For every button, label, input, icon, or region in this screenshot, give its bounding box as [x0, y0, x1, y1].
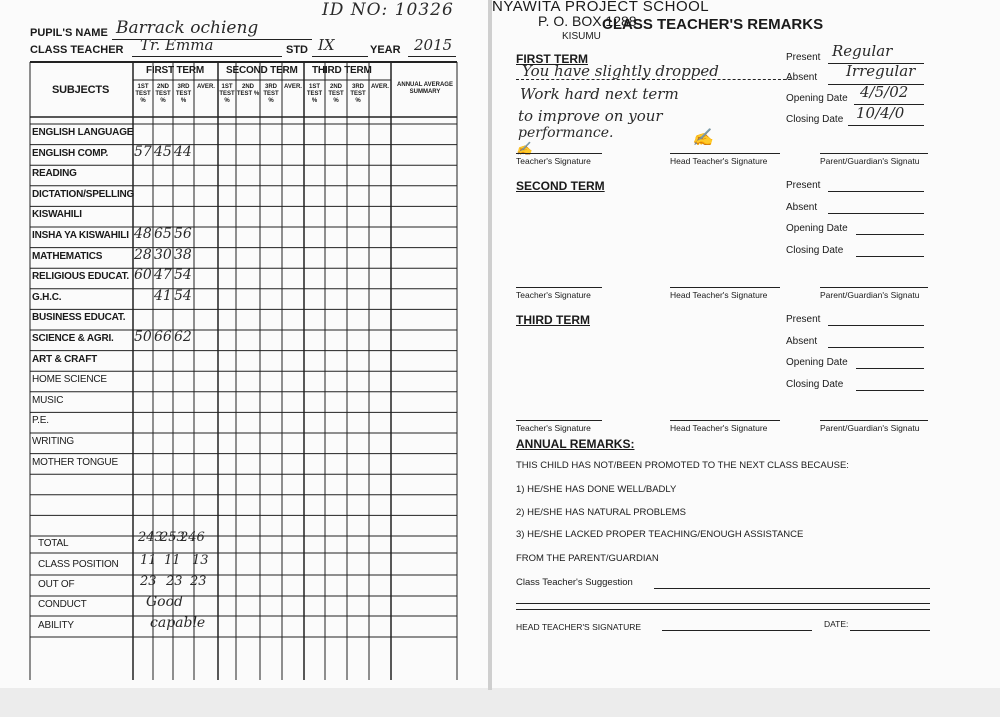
teacher-signature-label: Teacher's Signature	[516, 156, 591, 166]
out-of-second: 23	[166, 574, 183, 589]
subject-label: SCIENCE & AGRI.	[32, 333, 114, 344]
subjects-header: SUBJECTS	[52, 84, 110, 96]
subject-mark: 47	[154, 267, 172, 284]
ft-absent-value: Irregular	[846, 62, 916, 80]
head-teacher-signature-label: Head Teacher's Signature	[670, 156, 768, 166]
annual-reason-1: 1) HE/SHE HAS DONE WELL/BADLY	[516, 484, 677, 495]
id-number: ID NO: 10326	[322, 0, 454, 20]
second-term-label: SECOND TERM	[516, 179, 605, 193]
subject-mark: 65	[154, 226, 172, 242]
term-field-label: Opening Date	[786, 223, 848, 234]
parent-signature-label: Parent/Guardian's Signatu	[820, 156, 920, 166]
first-term-remark-3: to improve on your	[518, 107, 663, 125]
subject-mark: 50	[134, 329, 152, 345]
annual-reason-2: 2) HE/SHE HAS NATURAL PROBLEMS	[516, 507, 686, 518]
ft-absent-label: Absent	[786, 72, 818, 83]
class-position-label: CLASS POSITION	[38, 559, 119, 570]
test-header-term1-col3: 3RD TEST %	[175, 84, 192, 104]
first-term-remark-2: Work hard next term	[520, 85, 679, 103]
pupil-name-value: Barrack ochieng	[116, 18, 259, 38]
subject-mark: 38	[174, 246, 192, 263]
ft-opening-value: 4/5/02	[860, 83, 909, 101]
parent-signature-label: Parent/Guardian's Signatu	[820, 290, 920, 300]
subject-label: KISWAHILI	[32, 209, 82, 221]
test-header-term3-col2: 2ND TEST %	[328, 84, 344, 104]
test-header-term1-col1: 1ST TEST %	[135, 84, 151, 104]
ft-opening-label: Opening Date	[786, 93, 848, 104]
annual-average-header: ANNUAL AVERAGE SUMMARY	[397, 82, 453, 95]
subject-mark: 54	[174, 287, 192, 304]
subject-mark: 54	[174, 267, 192, 284]
subject-label: G.H.C.	[32, 291, 62, 303]
test-header-term3-col4: AVER.	[371, 84, 389, 90]
ability-value: capable	[150, 615, 206, 631]
subject-mark: 44	[174, 143, 192, 160]
third-term-label: THIRD TERM	[516, 313, 590, 327]
annual-intro: THIS CHILD HAS NOT/BEEN PROMOTED TO THE NEXT CLASS BECAUSE:	[516, 460, 849, 471]
out-of-third: 23	[190, 574, 207, 589]
conduct-label: CONDUCT	[38, 599, 87, 610]
subject-mark: 56	[174, 226, 192, 242]
test-header-term3-col1: 1ST TEST %	[306, 84, 323, 104]
class-teacher-suggestion-label: Class Teacher's Suggestion	[516, 577, 633, 588]
test-header-term1-col4: AVER.	[197, 84, 215, 90]
remarks-title: CLASS TEACHER'S REMARKS	[602, 16, 824, 33]
out-of-label: OUT OF	[38, 579, 75, 590]
total-first-test: 243	[138, 530, 163, 545]
subject-mark: 41	[154, 287, 172, 304]
total-label: TOTAL	[38, 538, 69, 549]
subject-label: BUSINESS EDUCAT.	[32, 312, 126, 324]
first-term-remark-4: performance.	[518, 125, 614, 141]
test-header-term1-col2: 2ND TEST %	[155, 84, 171, 104]
pupil-name-label: PUPIL'S NAME	[30, 27, 108, 39]
first-term-remark-1: You have slightly dropped	[522, 62, 719, 80]
subject-label: MUSIC	[32, 394, 64, 406]
subject-label: MOTHER TONGUE	[32, 456, 118, 468]
subject-label: HOME SCIENCE	[32, 374, 107, 386]
ft-closing-value: 10/4/0	[856, 104, 905, 122]
term-field-label: Absent	[786, 202, 818, 213]
subject-mark: 57	[134, 143, 152, 160]
term-field-label: Closing Date	[786, 245, 844, 256]
class-teacher-label: CLASS TEACHER	[30, 44, 124, 56]
term-header-third: THIRD TERM	[312, 65, 372, 76]
head-teacher-signature-label: HEAD TEACHER'S SIGNATURE	[516, 622, 642, 632]
test-header-term2-col3: 3RD TEST %	[263, 84, 279, 104]
annual-reason-3: 3) HE/SHE LACKED PROPER TEACHING/ENOUGH ASSISTANCE	[516, 529, 804, 540]
subject-label: READING	[32, 168, 77, 180]
term-header-first: FIRST TERM	[146, 65, 204, 76]
head-teacher-signature-label: Head Teacher's Signature	[670, 290, 768, 300]
teacher-signature-label: Teacher's Signature	[516, 290, 591, 300]
term-header-second: SECOND TERM	[226, 65, 298, 76]
class-teacher-value: Tr. Emma	[140, 36, 214, 54]
total-second-test: 253	[160, 530, 185, 545]
subject-mark: 48	[134, 226, 152, 242]
total-third-test: 246	[180, 530, 205, 545]
class-position-second: 11	[164, 553, 181, 568]
class-position-first: 11	[140, 553, 157, 568]
school-town: KISUMU	[562, 31, 601, 42]
subject-label: WRITING	[32, 436, 74, 447]
subject-mark: 66	[154, 329, 172, 345]
term-field-label: Present	[786, 314, 821, 325]
parent-signature-label: Parent/Guardian's Signatu	[820, 423, 920, 433]
first-term-label: FIRST TERM	[516, 52, 588, 66]
subject-label: INSHA YA KISWAHILI	[32, 230, 129, 241]
subject-label: MATHEMATICS	[32, 250, 103, 262]
subject-mark: 62	[174, 329, 192, 345]
out-of-first: 23	[140, 574, 157, 589]
term-field-label: Absent	[786, 336, 818, 347]
school-po-box: P. O. BOX 1288	[538, 13, 637, 29]
annual-remarks-label: ANNUAL REMARKS:	[516, 437, 635, 451]
annual-reason-3b: FROM THE PARENT/GUARDIAN	[516, 553, 659, 564]
teacher-signature-mark: ✍	[516, 142, 533, 157]
ability-label: ABILITY	[38, 620, 74, 631]
subject-label: P.E.	[32, 415, 49, 427]
year-label: YEAR	[370, 44, 401, 56]
std-label: STD	[286, 44, 308, 56]
term-field-label: Closing Date	[786, 379, 844, 390]
test-header-term2-col2: 2ND TEST %	[236, 84, 260, 97]
head-teacher-signature-mark: ✍	[692, 128, 714, 148]
subject-label: ENGLISH LANGUAGE	[32, 127, 134, 138]
subject-mark: 30	[154, 246, 172, 263]
subject-label: ART & CRAFT	[32, 353, 98, 365]
date-label: DATE:	[824, 619, 849, 629]
school-name: NYAWITA PROJECT SCHOOL	[492, 0, 710, 15]
report-form-right-page	[492, 0, 1000, 688]
test-header-term2-col4: AVER.	[284, 84, 302, 90]
ft-closing-label: Closing Date	[786, 114, 844, 125]
term-field-label: Present	[786, 180, 821, 191]
head-teacher-signature-label: Head Teacher's Signature	[670, 423, 768, 433]
year-value: 2015	[414, 36, 453, 54]
subject-label: DICTATION/SPELLING	[32, 188, 135, 200]
teacher-signature-label: Teacher's Signature	[516, 423, 591, 433]
std-value: IX	[318, 36, 335, 54]
ft-present-value: Regular	[832, 42, 893, 60]
ft-present-label: Present	[786, 52, 821, 63]
class-position-third: 13	[192, 553, 209, 568]
subject-label: ENGLISH COMP.	[32, 147, 109, 159]
subject-mark: 45	[154, 143, 172, 160]
report-form-left-page	[0, 0, 488, 688]
subject-mark: 60	[134, 267, 152, 284]
test-header-term3-col3: 3RD TEST %	[350, 84, 366, 104]
subject-label: RELIGIOUS EDUCAT.	[32, 271, 129, 283]
subject-mark: 28	[134, 246, 152, 263]
conduct-value: Good	[146, 594, 184, 610]
test-header-term2-col1: 1ST TEST %	[219, 84, 235, 104]
term-field-label: Opening Date	[786, 357, 848, 368]
